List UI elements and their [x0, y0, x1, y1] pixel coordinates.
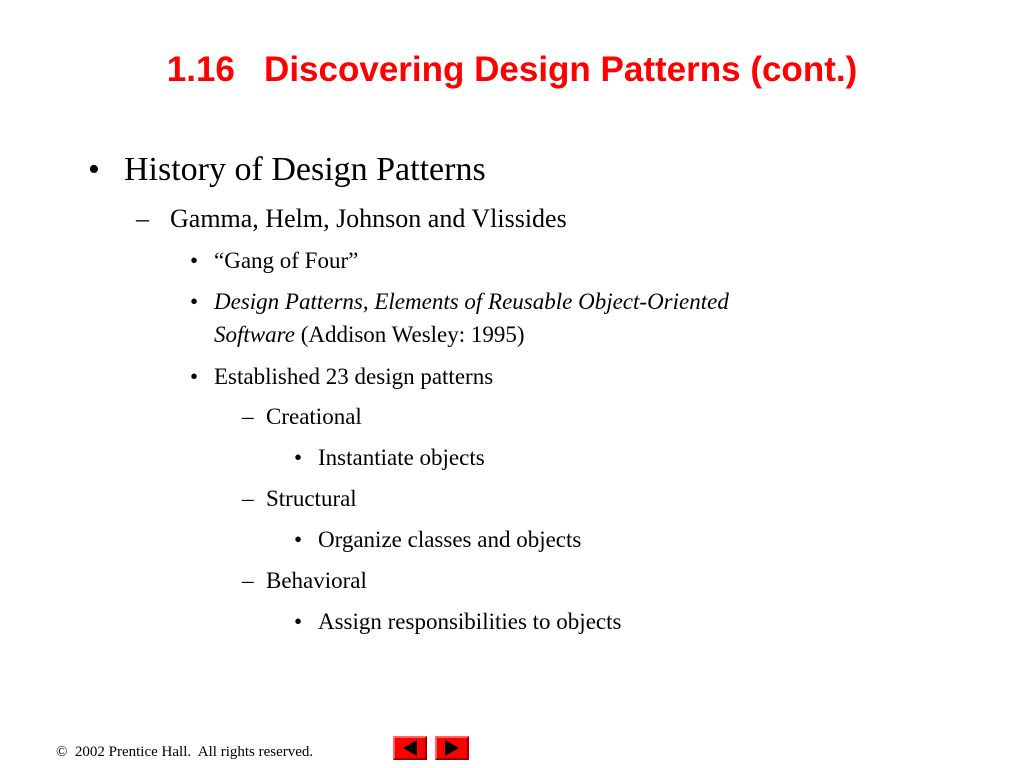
bullet-marker: • — [190, 248, 199, 273]
category-desc-structural: Organize classes and objects — [318, 527, 582, 552]
level3-book-title-line1 — [214, 287, 729, 317]
slide-title: 1.16 Discovering Design Patterns (cont.) — [166, 50, 858, 89]
level3-gang-of-four: “Gang of Four” — [214, 248, 359, 273]
previous-slide-button[interactable] — [393, 736, 427, 760]
category-desc-behavioral: Assign responsibilities to objects — [318, 609, 622, 634]
copyright-notice: © 2002 Prentice Hall. All rights reserved. — [56, 744, 314, 760]
book-publisher: (Addison Wesley: 1995) — [294, 322, 525, 347]
bullet-marker: • — [294, 445, 303, 470]
dash-marker: – — [136, 204, 149, 233]
dash-marker: – — [242, 568, 254, 593]
left-triangle-icon — [395, 738, 425, 758]
level3-established: Established 23 design patterns — [214, 364, 494, 389]
right-triangle-icon — [437, 738, 467, 758]
category-desc-creational: Instantiate objects — [318, 445, 485, 470]
bullet-marker: • — [190, 289, 199, 314]
book-title-italic: Design Patterns, Elements of Reusable Object-Oriented — [214, 289, 729, 314]
category-name-behavioral: Behavioral — [266, 568, 367, 593]
bullet-marker: • — [294, 527, 303, 552]
level3-book-title-line2 — [214, 320, 525, 350]
bullet-marker: • — [294, 609, 303, 634]
category-name-creational: Creational — [266, 404, 362, 429]
bullet-marker: • — [88, 151, 100, 188]
dash-marker: – — [242, 486, 254, 511]
book-title-italic-cont: Software — [214, 322, 295, 347]
level2-authors: Gamma, Helm, Johnson and Vlissides — [170, 204, 567, 233]
level1-history: History of Design Patterns — [124, 151, 486, 188]
dash-marker: – — [242, 404, 254, 429]
next-slide-button[interactable] — [435, 736, 469, 760]
category-name-structural: Structural — [266, 486, 357, 511]
bullet-marker: • — [190, 364, 199, 389]
